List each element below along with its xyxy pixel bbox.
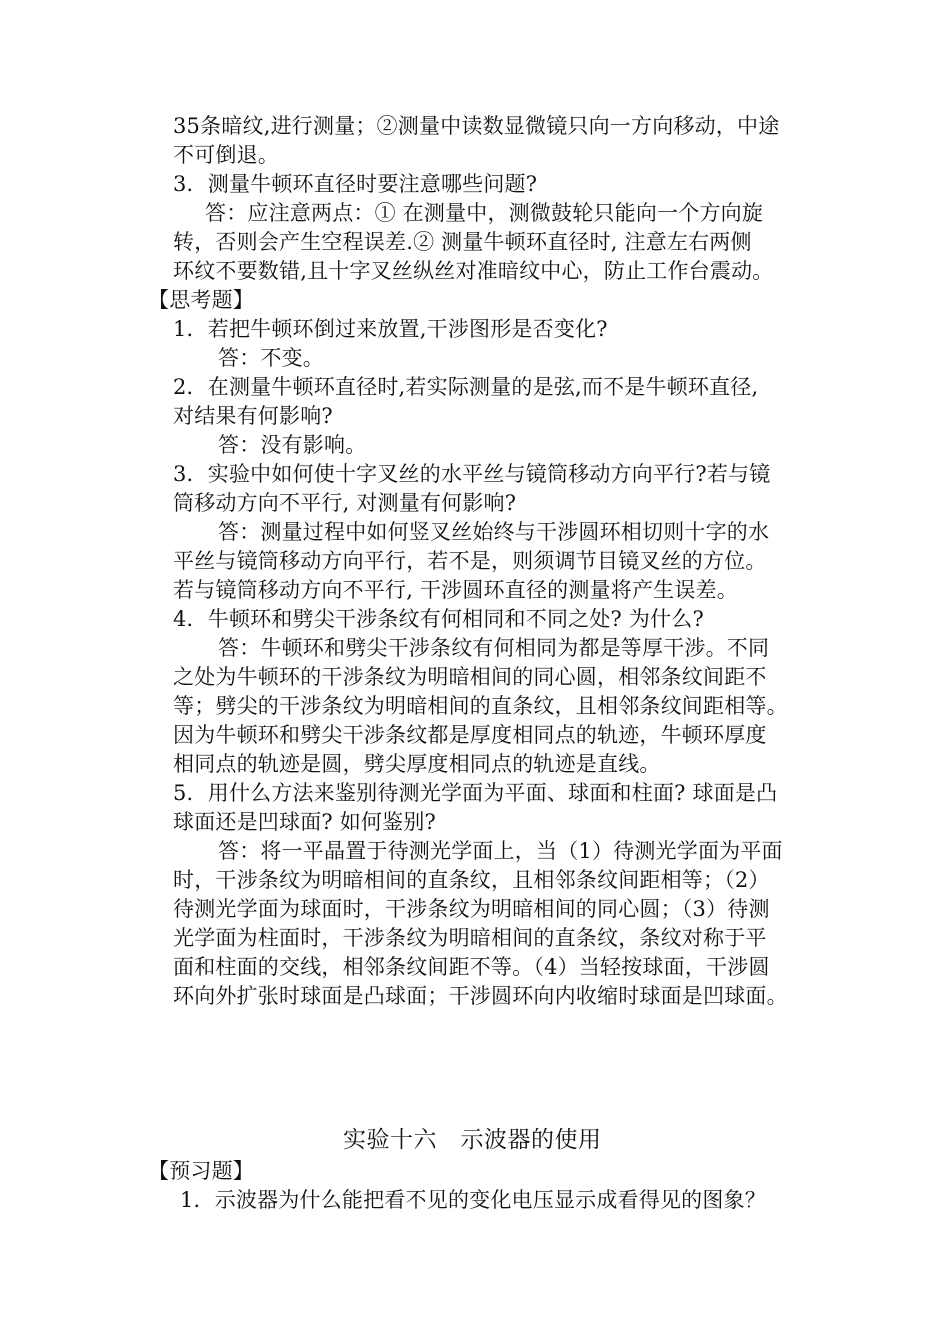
text-line: 面和柱面的交线，相邻条纹间距不等。（4）当轻按球面，干涉圆 xyxy=(173,955,770,979)
text-line: 待测光学面为球面时，干涉条纹为明暗相间的同心圆；（3）待测 xyxy=(173,897,770,921)
question-2: 2．在测量牛顿环直径时,若实际测量的是弦,而不是牛顿环直径, xyxy=(173,375,759,399)
text-line: 平丝与镜筒移动方向平行，若不是，则须调节目镜叉丝的方位。 xyxy=(173,549,767,573)
question-4: 4．牛顿环和劈尖干涉条纹有何相同和不同之处? 为什么? xyxy=(173,607,704,631)
text-line: 转，否则会产生空程误差.② 测量牛顿环直径时, 注意左右两侧 xyxy=(173,230,752,254)
answer-line: 答：应注意两点：① 在测量中，测微鼓轮只能向一个方向旋 xyxy=(205,201,764,225)
text-line: 若与镜筒移动方向不平行, 干涉圆环直径的测量将产生误差。 xyxy=(173,578,738,602)
question-5: 5．用什么方法来鉴别待测光学面为平面、球面和柱面? 球面是凸 xyxy=(173,781,778,805)
text-line: 不可倒退。 xyxy=(173,143,279,167)
text-line: 环纹不要数错,且十字叉丝纵丝对准暗纹中心，防止工作台震动。 xyxy=(173,259,774,283)
text-line: 时，干涉条纹为明暗相间的直条纹，且相邻条纹间距相等；（2） xyxy=(173,868,770,892)
text-line: 筒移动方向不平行, 对测量有何影响? xyxy=(173,491,517,515)
text-line: 球面还是凹球面? 如何鉴别? xyxy=(173,810,436,834)
answer-line: 答：不变。 xyxy=(218,346,324,370)
text-line: 等；劈尖的干涉条纹为明暗相间的直条纹，且相邻条纹间距相等。 xyxy=(173,694,788,718)
preview-question-1: 1．示波器为什么能把看不见的变化电压显示成看得见的图象？ xyxy=(180,1188,766,1212)
text-line: 环向外扩张时球面是凸球面；干涉圆环向内收缩时球面是凹球面。 xyxy=(173,984,788,1008)
question-3: 3．实验中如何使十字叉丝的水平丝与镜筒移动方向平行?若与镜 xyxy=(173,462,771,486)
answer-line: 答：将一平晶置于待测光学面上，当（1）待测光学面为平面 xyxy=(218,839,783,863)
section-heading-thinking: 【思考题】 xyxy=(148,288,254,312)
text-line: 之处为牛顿环的干涉条纹为明暗相间的同心圆，相邻条纹间距不 xyxy=(173,665,767,689)
question-1: 1．若把牛顿环倒过来放置,干涉图形是否变化? xyxy=(173,317,608,341)
section-title: 实验十六 示波器的使用 xyxy=(343,1127,602,1153)
answer-line: 答：没有影响。 xyxy=(218,433,367,457)
question-3-prep: 3．测量牛顿环直径时要注意哪些问题? xyxy=(173,172,538,196)
answer-line: 答：测量过程中如何竖叉丝始终与干涉圆环相切则十字的水 xyxy=(218,520,770,544)
section-heading-preview: 【预习题】 xyxy=(148,1159,254,1183)
text-line: 对结果有何影响? xyxy=(173,404,333,428)
text-line: 因为牛顿环和劈尖干涉条纹都是厚度相同点的轨迹，牛顿环厚度 xyxy=(173,723,767,747)
text-line: 35条暗纹,进行测量；②测量中读数显微镜只向一方向移动，中途 xyxy=(173,114,780,138)
text-line: 光学面为柱面时，干涉条纹为明暗相间的直条纹，条纹对称于平 xyxy=(173,926,767,950)
text-line: 相同点的轨迹是圆，劈尖厚度相同点的轨迹是直线。 xyxy=(173,752,661,776)
answer-line: 答：牛顿环和劈尖干涉条纹有何相同为都是等厚干涉。不同 xyxy=(218,636,770,660)
